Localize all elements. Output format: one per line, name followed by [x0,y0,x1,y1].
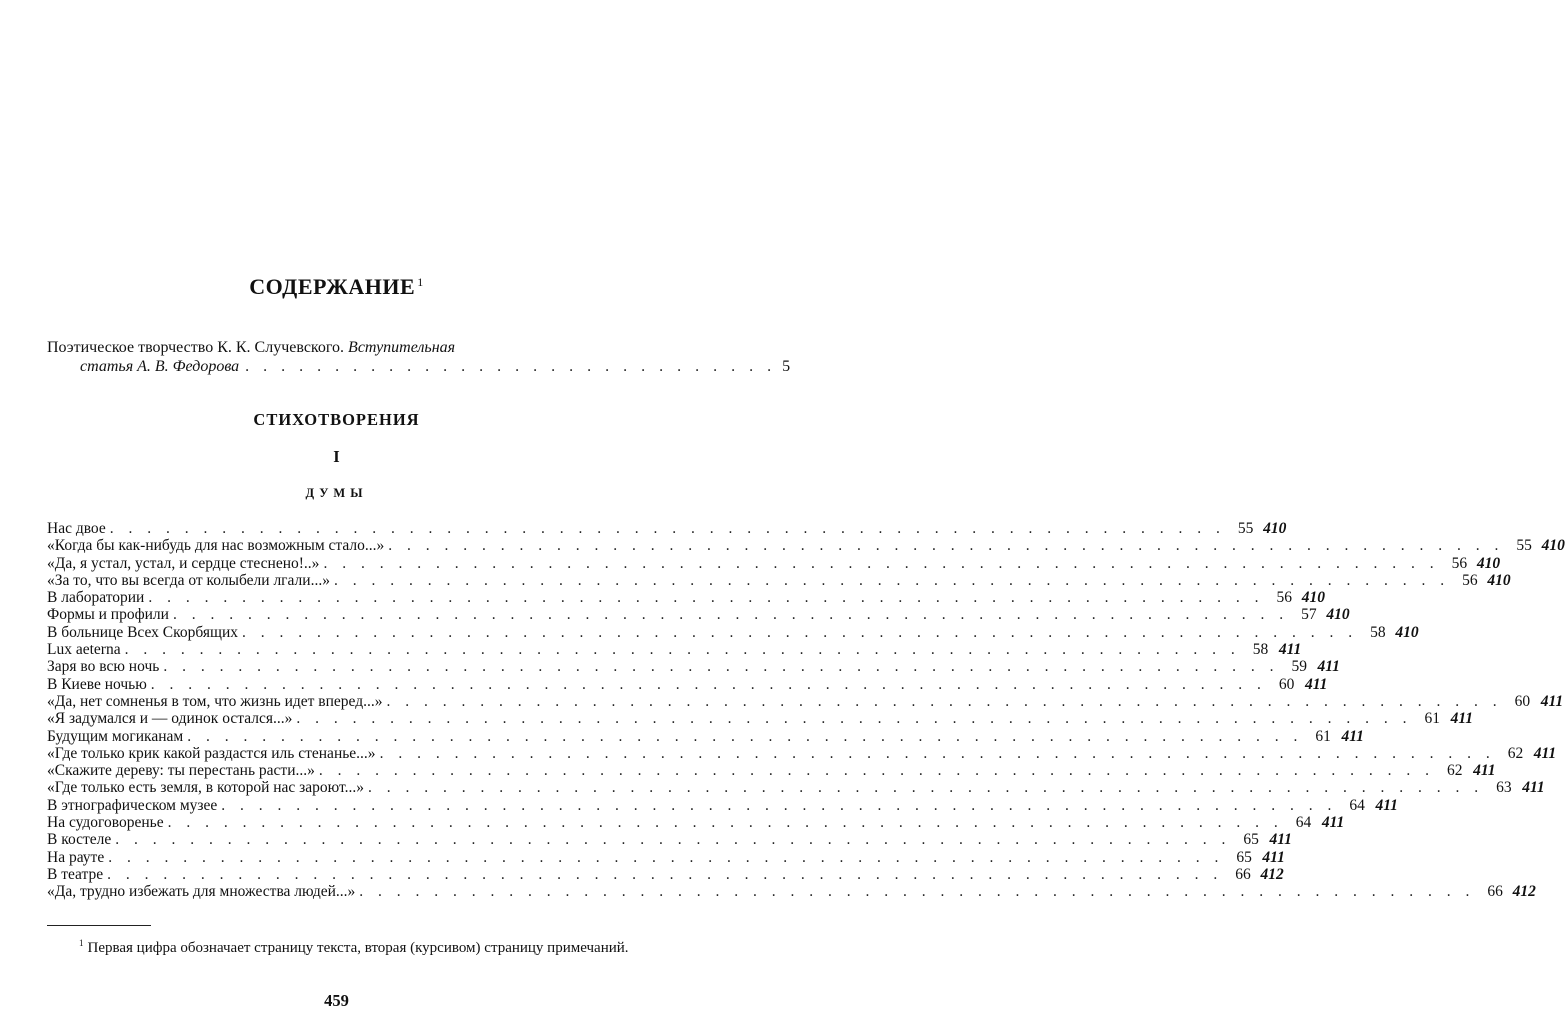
toc-entry-title: «Я задумался и — одинок остался...» [47,710,293,728]
toc-entry-title: Будущим могиканам [47,727,184,745]
table-of-contents [47,520,1565,901]
toc-entry [47,606,1350,624]
intro-line-2 [80,357,791,376]
toc-entry-title: «За то, что вы всегда от колыбели лгали...» [47,571,330,589]
footnote [47,933,640,959]
toc-entry-title: «Где только крик какой раздастся иль стенанье...» [47,744,376,762]
toc-entry-page: 58 [1252,641,1269,659]
toc-entry-note-page: 411 [1375,796,1398,814]
toc-entry-title: «Скажите дереву: ты перестань расти...» [47,762,315,780]
toc-entry-page: 61 [1424,710,1440,728]
toc-leader-dots: . . . . . . . . . . . . . . . . . . . . . . . . . . . . . . . . . . . . . . . . . . . . . . . . . . . . . . . . . . . . [242,623,1358,641]
toc-entry [47,571,1511,589]
toc-leader-dots: . . . . . . . . . . . . . . . . . . . . . . . . . . . . . . . . . . . . . . . . . . . . . . . . . . . . . . . . . . . . [108,848,1224,866]
toc-entry-page: 56 [1451,554,1468,572]
toc-entry-title: На рауте [47,848,105,866]
toc-leader-dots: . . . . . . . . . . . . . . . . . . . . . . . . . . . . . . . . . . . . . . . . . . . . . . . . . . . . . . . . . . . . [221,796,1337,814]
toc-leader-dots: . . . . . . . . . . . . . . . . . . . . . . . . . . . . . . . . . . . . . . . . . . . . . . . . . . . . . . . . . . . . [379,744,1496,762]
toc-entry-note-page: 410 [1263,520,1287,537]
toc-entry [47,658,1340,676]
contents-heading [0,274,673,300]
footnote-text: Первая цифра обозначает страницу текста, вторая (курсивом) страницу примечаний. [87,940,629,956]
toc-entry-title: Нас двое [47,520,106,537]
toc-leader-dots: . . . . . . . . . . . . . . . . . . . . . . . . . . . . . . . . . . . . . . . . . . . . . . . . . . . . . . . . . . . . [150,675,1267,693]
toc-leader-dots: . . . . . . . . . . . . . . . . . . . . . . . . . . . . . . . . . . . . . . . . . . . . . . . . . . . . . . . . . . . . [115,831,1231,849]
toc-leader-dots: . . . . . . . . . . . . . . . . . . . . . . . . . . . . . . . . . . . . . . . . . . . . . . . . . . . . . . . . . . . . [124,641,1241,659]
toc-entry [47,641,1302,659]
toc-entry-note-page: 411 [1262,848,1285,866]
part-number: I [333,447,340,466]
introductory-article-entry [47,338,791,376]
toc-entry [47,589,1325,607]
contents-heading-text: СОДЕРЖАНИЕ [249,274,416,299]
toc-entry [47,762,1496,780]
toc-leader-dots: . . . . . . . . . . . . . . . . . . . . . . . . . . . . . . . . . . . . . . . . . . . . . . . . . . . . . . . . . . . . [109,520,1226,537]
section-heading: СТИХОТВОРЕНИЯ [253,410,420,429]
toc-leader-dots: . . . . . . . . . . . . . . . . . . . . . . . . . . . . . . . . . . . . . . . . . . . . . . . . . . . . . . . . . . . . [323,554,1440,572]
toc-entry [47,623,1419,641]
toc-entry-note-page: 411 [1278,641,1302,659]
toc-leader-dots: . . . . . . . . . . . . . . . . . . . . . . . . . . . . . . . . . . . . . . . . . . . . . . . . . . . . . . . . . . . . [386,692,1503,710]
toc-entry-note-page: 410 [1395,623,1419,641]
toc-entry-note-page: 411 [1317,658,1340,676]
toc-entry-note-page: 410 [1541,537,1565,555]
toc-entry [47,883,1536,901]
toc-entry [47,520,1287,537]
toc-entry-note-page: 410 [1326,606,1350,624]
toc-entry-page: 66 [1487,883,1503,901]
toc-leader-dots: . . . . . . . . . . . . . . . . . . . . . . . . . . . . . . . . . . . . . . . . . . . . . . . . . . . . . . . . . . . . [359,883,1475,901]
intro-leader-dots: . . . . . . . . . . . . . . . . . . . . . . . . . . . . . . [245,358,777,375]
toc-entry [47,831,1292,849]
toc-entry-note-page: 411 [1321,814,1345,832]
intro-page-number: 5 [782,358,791,375]
toc-entry-note-page: 411 [1533,744,1557,762]
toc-entry-page: 66 [1235,865,1251,883]
toc-entry-page: 58 [1370,623,1386,641]
toc-leader-dots: . . . . . . . . . . . . . . . . . . . . . . . . . . . . . . . . . . . . . . . . . . . . . . . . . . . . . . . . . . . . [388,537,1504,555]
toc-entry-note-page: 411 [1341,727,1364,745]
toc-leader-dots: . . . . . . . . . . . . . . . . . . . . . . . . . . . . . . . . . . . . . . . . . . . . . . . . . . . . . . . . . . . . [318,762,1435,780]
toc-entry-note-page: 411 [1522,779,1545,797]
toc-entry-page: 56 [1276,589,1292,607]
toc-leader-dots: . . . . . . . . . . . . . . . . . . . . . . . . . . . . . . . . . . . . . . . . . . . . . . . . . . . . . . . . . . . . [296,710,1412,728]
page-number: 459 [324,991,349,1010]
toc-entry [47,848,1285,866]
toc-leader-dots: . . . . . . . . . . . . . . . . . . . . . . . . . . . . . . . . . . . . . . . . . . . . . . . . . . . . . . . . . . . . [172,606,1289,624]
toc-entry-title: «Когда бы как-нибудь для нас возможным стало...» [47,537,385,555]
toc-entry-title: В больнице Всех Скорбящих [47,623,238,641]
toc-leader-dots: . . . . . . . . . . . . . . . . . . . . . . . . . . . . . . . . . . . . . . . . . . . . . . . . . . . . . . . . . . . . [167,814,1284,832]
toc-leader-dots: . . . . . . . . . . . . . . . . . . . . . . . . . . . . . . . . . . . . . . . . . . . . . . . . . . . . . . . . . . . . [333,571,1450,589]
toc-leader-dots: . . . . . . . . . . . . . . . . . . . . . . . . . . . . . . . . . . . . . . . . . . . . . . . . . . . . . . . . . . . . [148,589,1264,607]
toc-entry-note-page: 410 [1476,554,1501,572]
toc-entry-note-page: 411 [1450,710,1473,728]
toc-entry-page: 57 [1301,606,1317,624]
toc-entry [47,865,1284,883]
toc-entry-page: 61 [1315,727,1331,745]
toc-entry-note-page: 411 [1305,675,1328,693]
toc-entry-page: 60 [1514,692,1531,710]
toc-entry [47,675,1328,693]
toc-entry-page: 64 [1295,814,1312,832]
toc-entry-page: 60 [1278,675,1295,693]
toc-entry-page: 62 [1507,744,1524,762]
toc-entry-note-page: 411 [1473,762,1496,780]
toc-entry-note-page: 412 [1512,883,1536,901]
toc-entry-title: На судоговоренье [47,814,164,832]
toc-entry-title: «Да, трудно избежать для множества людей...» [47,883,356,901]
toc-entry-note-page: 412 [1260,865,1284,883]
toc-entry-page: 64 [1349,796,1365,814]
toc-entry-page: 65 [1236,848,1252,866]
toc-entry-note-page: 411 [1269,831,1292,849]
toc-entry-title: В театре [47,865,104,883]
toc-entry [47,779,1545,797]
toc-entry [47,710,1473,728]
toc-leader-dots: . . . . . . . . . . . . . . . . . . . . . . . . . . . . . . . . . . . . . . . . . . . . . . . . . . . . . . . . . . . . [163,658,1279,676]
toc-entry-page: 62 [1447,762,1463,780]
toc-entry-page: 65 [1243,831,1259,849]
toc-entry-page: 55 [1516,537,1532,555]
subsection-heading: ДУМЫ [305,486,368,500]
toc-entry-note-page: 410 [1487,571,1511,589]
toc-entry-title: «Где только есть земля, в которой нас зароют...» [47,779,365,797]
toc-entry-title: «Да, нет сомненья в том, что жизнь идет вперед...» [47,692,383,710]
toc-entry-note-page: 410 [1301,589,1325,607]
toc-entry-page: 55 [1237,520,1254,537]
toc-entry-title: «Да, я устал, устал, и сердце стеснено!..» [47,554,320,572]
toc-entry-page: 59 [1291,658,1307,676]
toc-entry [47,814,1345,832]
heading-footnote-mark: 1 [417,274,424,289]
toc-leader-dots: . . . . . . . . . . . . . . . . . . . . . . . . . . . . . . . . . . . . . . . . . . . . . . . . . . . . . . . . . . . . [187,727,1303,745]
intro-author: статья А. В. Федорова [80,358,240,375]
toc-leader-dots: . . . . . . . . . . . . . . . . . . . . . . . . . . . . . . . . . . . . . . . . . . . . . . . . . . . . . . . . . . . . [107,865,1223,883]
toc-entry-title: В лаборатории [47,589,145,607]
toc-leader-dots: . . . . . . . . . . . . . . . . . . . . . . . . . . . . . . . . . . . . . . . . . . . . . . . . . . . . . . . . . . . . [368,779,1484,797]
toc-entry-page: 63 [1496,779,1512,797]
toc-entry-title: В Киеве ночью [47,675,147,693]
footnote-rule [47,925,151,926]
toc-entry-title: В этнографическом музее [47,796,218,814]
toc-entry-title: Формы и профили [47,606,169,624]
intro-line-1 [47,338,592,357]
toc-entry-page: 56 [1462,571,1478,589]
toc-entry-note-page: 411 [1540,692,1564,710]
toc-entry-title: В костеле [47,831,112,849]
toc-entry [47,692,1564,710]
toc-entry [47,537,1565,555]
intro-title-italic: Вступительная [348,339,456,356]
toc-entry [47,744,1557,762]
toc-entry [47,554,1501,572]
toc-entry [47,796,1398,814]
toc-entry [47,727,1364,745]
footnote-mark: 1 [79,938,84,948]
intro-title: Поэтическое творчество К. К. Случевского. [47,339,345,356]
toc-entry-title: Lux aeterna [47,641,121,659]
toc-entry-title: Заря во всю ночь [47,658,160,676]
